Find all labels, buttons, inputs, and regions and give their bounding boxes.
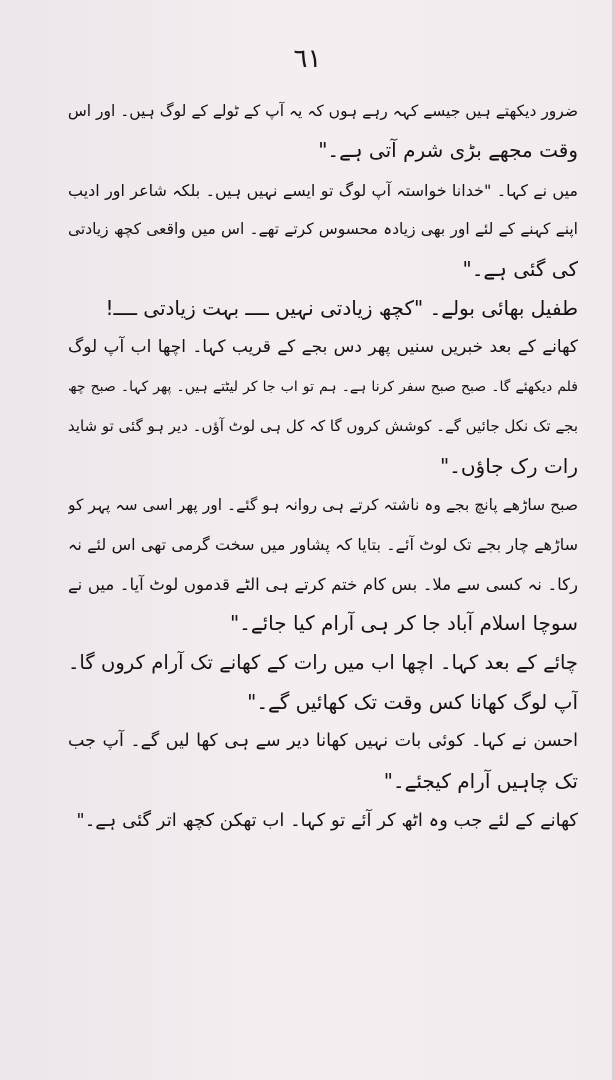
text-line: رات رک جاؤں۔": [439, 453, 578, 478]
text-line: فلم دیکھئے گا۔ صبح صبح سفر کرنا ہے۔ ہم تو اب جا کر لیٹتے ہیں۔ پھر کہا۔ صبح چھ: [68, 378, 578, 395]
text-line: سوچا اسلام آباد جا کر ہی آرام کیا جائے۔": [229, 611, 578, 636]
text-line: ساڑھے چار بجے تک لوٹ آئے۔ بتایا کہ پشاور میں سخت گرمی تھی اس لئے نہ: [68, 535, 578, 555]
text-line: احسن نے کہا۔ کوئی بات نہیں کھانا دیر سے ہی کھا لیں گے۔ آپ جب: [68, 731, 578, 752]
text-line: وقت مجھے بڑی شرم آتی ہے۔": [318, 138, 578, 163]
text-line: آپ لوگ کھانا کس وقت تک کھائیں گے۔": [247, 689, 578, 714]
text-line: طفیل بھائی بولے۔ "کچھ زیادتی نہیں ــــ بہت زیادتی ــــ!: [105, 295, 578, 320]
text-line: کی گئی ہے۔": [462, 256, 578, 281]
text-line: بجے تک نکل جائیں گے۔ کوشش کروں گا کہ کل ہی لوٹ آؤں۔ دیر ہو گئی تو شاید: [68, 417, 578, 436]
text-line: کھانے کے بعد خبریں سنیں پھر دس بجے کے قریب کہا۔ اچھا اب آپ لوگ: [68, 337, 578, 358]
body-text: [68, 92, 578, 840]
text-line: اپنے کہنے کے لئے اور بھی زیادہ محسوس کرتے تھے۔ اس میں واقعی کچھ زیادتی: [68, 220, 578, 239]
text-line: تک چاہیں آرام کیجئے۔": [383, 768, 578, 793]
text-line: ضرور دیکھتے ہیں جیسے کہہ رہے ہوں کہ یہ آپ کے ٹولے کے لوگ ہیں۔ اور اس: [68, 102, 578, 120]
text-line: میں نے کہا۔ "خدانا خواستہ آپ لوگ تو ایسے نہیں ہیں۔ بلکہ شاعر اور ادیب: [68, 180, 578, 200]
text-line: چائے کے بعد کہا۔ اچھا اب میں رات کے کھانے تک آرام کروں گا۔: [68, 651, 578, 675]
text-line: کھانے کے لئے جب وہ اٹھ کر آئے تو کہا۔ اب تھکن کچھ اتر گئی ہے۔": [76, 810, 578, 832]
text-line: رکا۔ نہ کسی سے ملا۔ بس کام ختم کرتے ہی الٹے قدموں لوٹ آیا۔ میں نے: [68, 574, 578, 594]
page-number: ٦١: [293, 44, 322, 74]
text-line: صبح ساڑھے پانچ بجے وہ ناشتہ کرتے ہی روانہ ہو گئے۔ اور پھر اسی سہ پہر کو: [68, 495, 578, 514]
